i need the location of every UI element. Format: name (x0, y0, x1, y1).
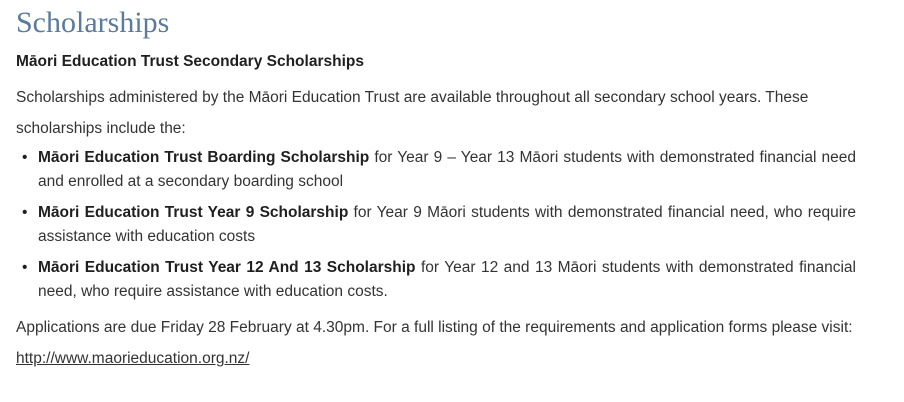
website-link[interactable]: http://www.maorieducation.org.nz/ (16, 350, 250, 367)
scholarship-description: for Year 9 Māori students with demonstrated financial need, who require assistance with education costs (38, 204, 856, 245)
intro-paragraph: Scholarships administered by the Māori Education Trust are available throughout all secondary school years. These scholarships include the: (16, 89, 809, 137)
closing-paragraph (16, 312, 856, 374)
list-item (16, 201, 856, 249)
closing-text: Applications are due Friday 28 February at 4.30pm. For a full listing of the requirements and application forms please visit: (16, 319, 853, 336)
bullet-icon: • (22, 259, 28, 276)
scholarship-description: for Year 12 and 13 Māori students with demonstrated financial need, who require assistance with education costs. (38, 259, 856, 300)
scholarship-list (16, 146, 856, 304)
bullet-icon: • (22, 204, 28, 221)
scholarship-description: for Year 9 – Year 13 Māori students with demonstrated financial need and enrolled at a secondary boarding school (38, 149, 856, 190)
section-subtitle: Māori Education Trust Secondary Scholarships (16, 53, 364, 70)
bullet-icon: • (22, 149, 28, 166)
list-item (16, 256, 856, 304)
content-area (16, 0, 856, 374)
scholarship-name: Māori Education Trust Year 9 Scholarship (38, 204, 349, 221)
list-item (16, 146, 856, 194)
page-title: Scholarships (16, 6, 170, 39)
scholarship-name: Māori Education Trust Boarding Scholarship (38, 149, 370, 166)
scholarship-name: Māori Education Trust Year 12 And 13 Scholarship (38, 259, 416, 276)
